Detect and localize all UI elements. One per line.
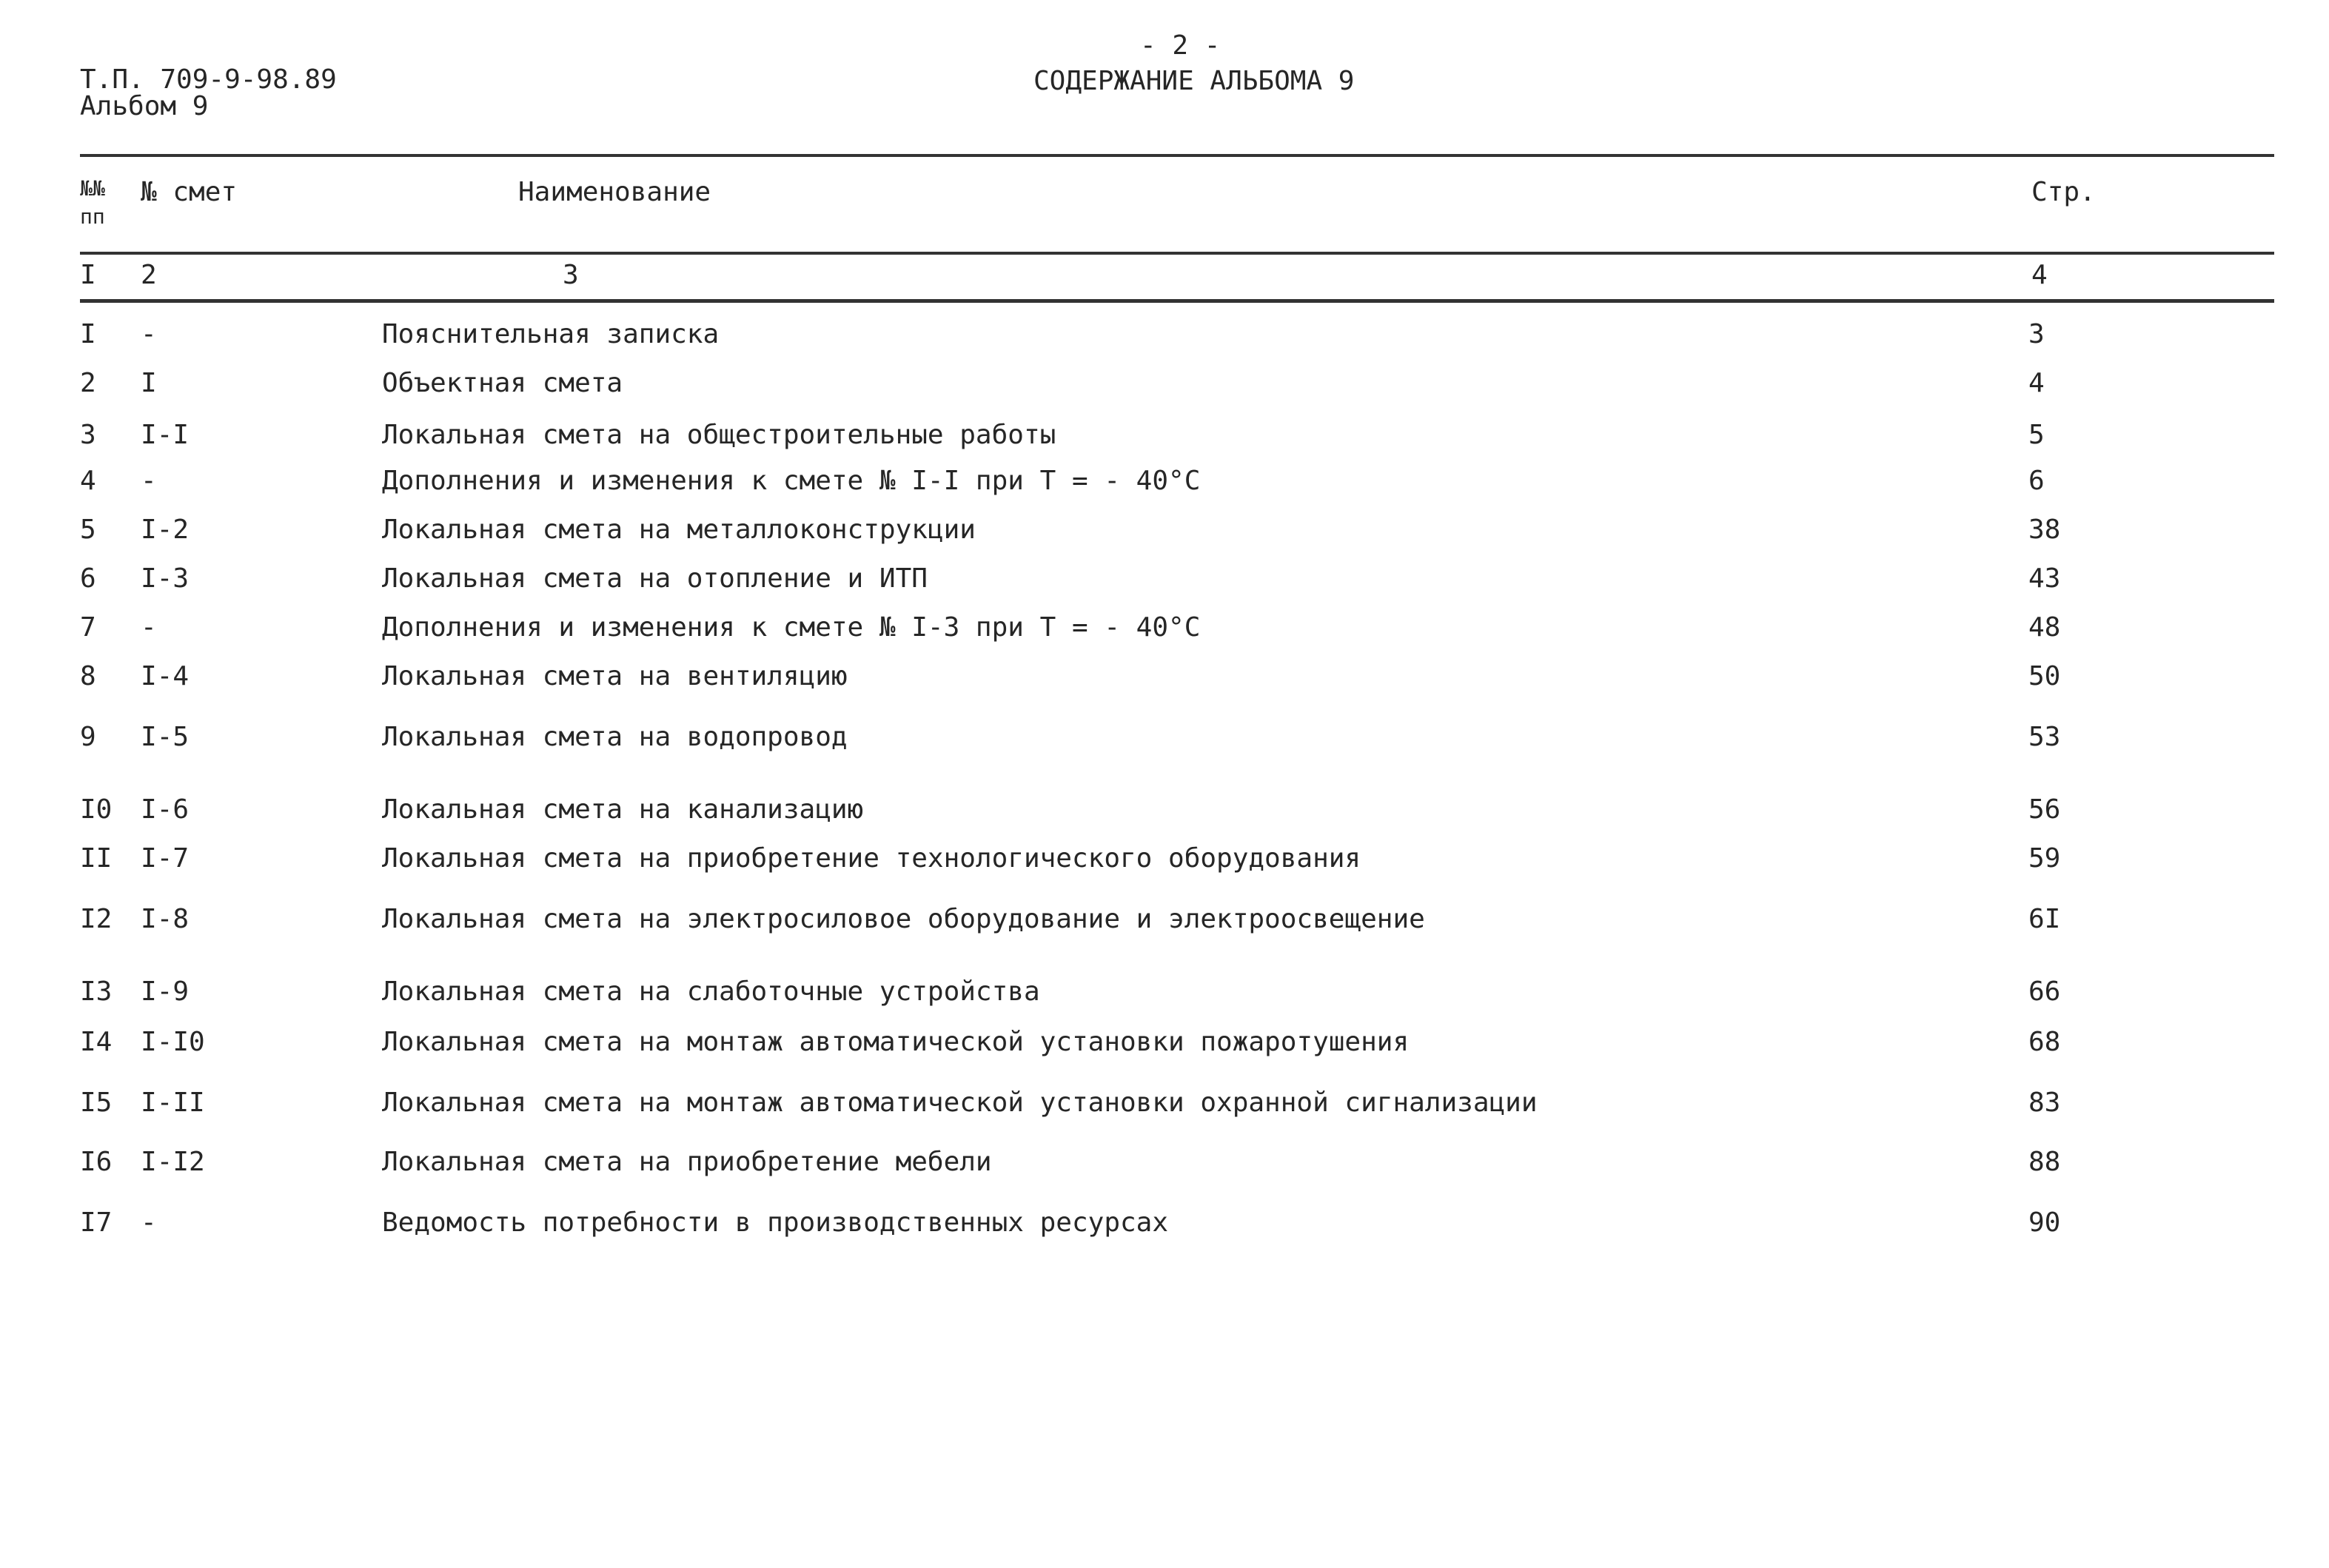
table-row [0, 1207, 2329, 1242]
row-name: Локальная смета на электросиловое оборудование и электроосвещение [382, 904, 1425, 934]
row-page: 56 [2028, 794, 2061, 825]
row-page: 66 [2028, 976, 2061, 1007]
row-name: Локальная смета на монтаж автоматической установки охранной сигнализации [382, 1088, 1538, 1118]
row-estimate: I-6 [141, 794, 190, 825]
row-number: I4 [80, 1027, 113, 1057]
table-row [0, 842, 2329, 878]
row-name: Локальная смета на приобретение мебели [382, 1147, 992, 1177]
row-estimate: - [141, 466, 157, 496]
row-number: I2 [80, 904, 113, 934]
table-row [0, 1026, 2329, 1062]
row-page: 53 [2028, 722, 2061, 752]
row-name: Дополнения и изменения к смете № I-3 при Т = - 40°С [382, 612, 1201, 643]
column-header-number-line1: №№ [80, 176, 105, 201]
row-name: Локальная смета на общестроительные работы [382, 420, 1056, 450]
row-name: Локальная смета на водопровод [382, 722, 848, 752]
row-name: Локальная смета на монтаж автоматической установки пожаротушения [382, 1027, 1410, 1057]
column-number-1: I [80, 260, 96, 290]
row-name: Локальная смета на отопление и ИТП [382, 563, 928, 594]
row-number: I [80, 319, 96, 349]
row-estimate: - [141, 612, 157, 643]
row-estimate: I-3 [141, 563, 190, 594]
row-number: 7 [80, 612, 96, 643]
row-number: I3 [80, 976, 113, 1007]
row-name: Локальная смета на приобретение технологического оборудования [382, 843, 1361, 874]
row-number: 3 [80, 420, 96, 450]
row-number: 8 [80, 661, 96, 691]
row-page: 88 [2028, 1147, 2061, 1177]
table-row [0, 1087, 2329, 1122]
row-name: Локальная смета на канализацию [382, 794, 864, 825]
table-row [0, 612, 2329, 647]
row-number: I7 [80, 1207, 113, 1238]
row-name: Локальная смета на вентиляцию [382, 661, 848, 691]
table-row [0, 660, 2329, 696]
row-page: 83 [2028, 1088, 2061, 1118]
column-numbers-rule [80, 299, 2274, 303]
row-name: Дополнения и изменения к смете № I-I при Т = - 40°С [382, 466, 1201, 496]
column-header-number-line2: пп [80, 204, 105, 229]
row-name: Локальная смета на слаботочные устройства [382, 976, 1040, 1007]
table-row [0, 367, 2329, 403]
row-estimate: I-I2 [141, 1147, 205, 1177]
row-number: 2 [80, 368, 96, 398]
row-page: 68 [2028, 1027, 2061, 1057]
page-title: СОДЕРЖАНИЕ АЛЬБОМА 9 [1033, 66, 1355, 96]
row-estimate: - [141, 319, 157, 349]
column-header-page: Стр. [2031, 177, 2096, 207]
row-estimate: I [141, 368, 157, 398]
row-number: I0 [80, 794, 113, 825]
row-number: 4 [80, 466, 96, 496]
row-page: 4 [2028, 368, 2045, 398]
row-page: 3 [2028, 319, 2045, 349]
row-estimate: I-5 [141, 722, 190, 752]
column-number-2: 2 [141, 260, 157, 290]
row-page: 90 [2028, 1207, 2061, 1238]
row-page: 6 [2028, 466, 2045, 496]
table-row [0, 1146, 2329, 1182]
table-row [0, 976, 2329, 1011]
table-row [0, 903, 2329, 939]
table-row [0, 465, 2329, 500]
table-top-rule [80, 154, 2274, 157]
document-code: Т.П. 709-9-98.89 [80, 64, 337, 95]
row-number: I5 [80, 1088, 113, 1118]
row-page: 38 [2028, 515, 2061, 545]
row-number: 9 [80, 722, 96, 752]
table-row [0, 563, 2329, 598]
row-estimate: I-4 [141, 661, 190, 691]
row-number: 6 [80, 563, 96, 594]
table-row [0, 419, 2329, 455]
row-estimate: I-I0 [141, 1027, 205, 1057]
table-row [0, 721, 2329, 757]
row-estimate: - [141, 1207, 157, 1238]
row-estimate: I-2 [141, 515, 190, 545]
table-header-rule [80, 252, 2274, 255]
album-label: Альбом 9 [80, 91, 209, 121]
row-estimate: I-7 [141, 843, 190, 874]
row-number: 5 [80, 515, 96, 545]
row-estimate: I-8 [141, 904, 190, 934]
column-header-estimate: № смет [141, 177, 238, 207]
row-estimate: I-II [141, 1088, 205, 1118]
row-page: 50 [2028, 661, 2061, 691]
row-page: 43 [2028, 563, 2061, 594]
table-row [0, 514, 2329, 549]
row-number: I6 [80, 1147, 113, 1177]
table-row [0, 318, 2329, 354]
row-page: 48 [2028, 612, 2061, 643]
row-page: 59 [2028, 843, 2061, 874]
column-number-3: 3 [563, 260, 579, 290]
row-number: II [80, 843, 113, 874]
row-page: 6I [2028, 904, 2061, 934]
row-page: 5 [2028, 420, 2045, 450]
row-name: Объектная смета [382, 368, 623, 398]
row-estimate: I-9 [141, 976, 190, 1007]
row-estimate: I-I [141, 420, 190, 450]
column-header-name: Наименование [518, 177, 711, 207]
table-row [0, 794, 2329, 829]
row-name: Пояснительная записка [382, 319, 720, 349]
row-name: Локальная смета на металлоконструкции [382, 515, 976, 545]
page-number: - 2 - [1140, 30, 1221, 61]
row-name: Ведомость потребности в производственных ресурсах [382, 1207, 1169, 1238]
column-number-4: 4 [2031, 260, 2048, 290]
